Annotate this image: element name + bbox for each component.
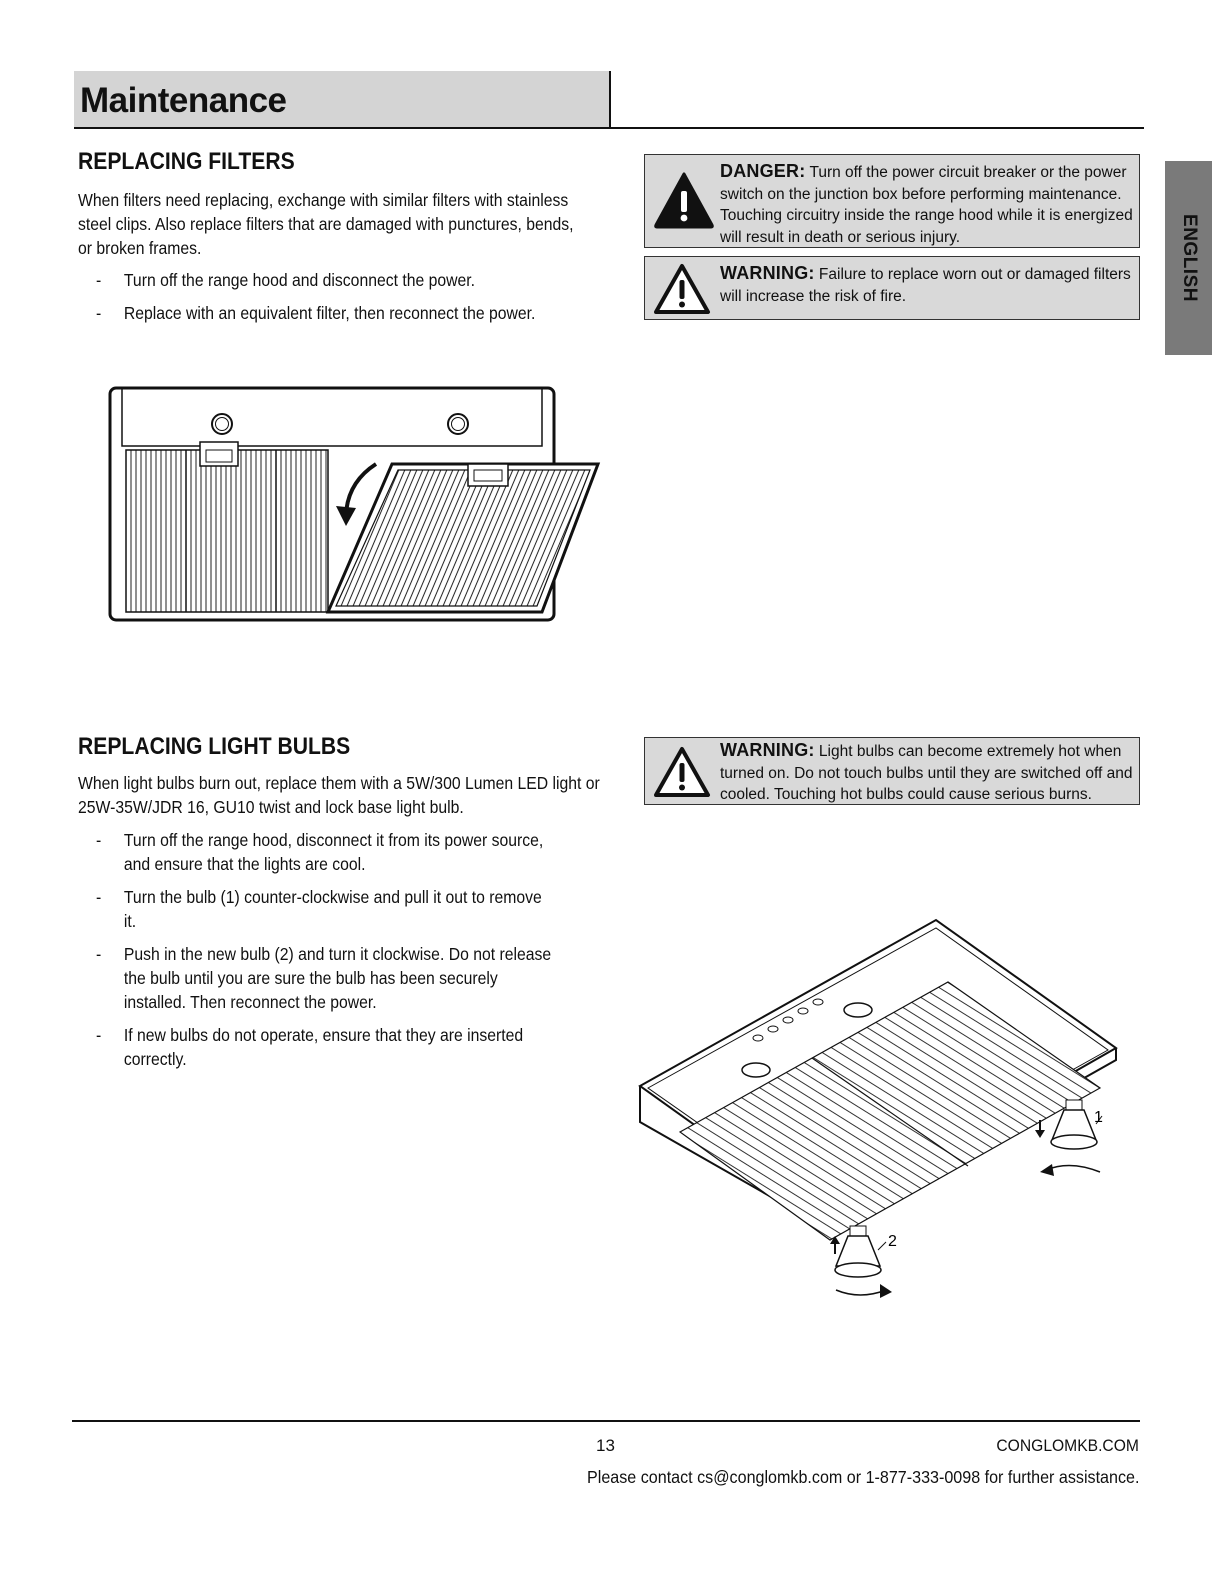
page-title: Maintenance — [80, 81, 287, 120]
warning-bulbs-body: Light bulbs can become extremely hot when turned on. Do not touch bulbs until they are switched off and cooled. Touching hot bulbs could cause serious burns. — [720, 743, 1133, 803]
bulbs-steps — [96, 828, 555, 1080]
warning-bulbs-label: WARNING: — [720, 740, 815, 760]
warning-filters-body: Failure to replace worn out or damaged filters will increase the risk of fire. — [720, 266, 1131, 305]
danger-body: Turn off the power circuit breaker or the power switch on the junction box before performing maintenance. Touching circuitry inside the range hood while it is energized will result in death or serious injury. — [720, 164, 1133, 246]
warning-triangle-icon — [653, 262, 711, 316]
section-header — [74, 71, 1144, 129]
warning-box-bulbs — [644, 737, 1140, 805]
callout-2: 2 — [888, 1233, 897, 1250]
warning-triangle-icon — [653, 745, 711, 799]
bulbs-heading: REPLACING LIGHT BULBS — [78, 733, 351, 760]
filters-intro: When filters need replacing, exchange with similar filters with stainless steel clips. Also replace filters that are damaged with punctures, bends, or broken frames. — [78, 190, 574, 258]
bulbs-intro: When light bulbs burn out, replace them with a 5W/300 Lumen LED light or 25W-35W/JDR 16, GU10 twist and lock base light bulb. — [78, 773, 600, 817]
language-tab — [1165, 161, 1212, 355]
list-item: - Push in the new bulb (2) and turn it clockwise. Do not release the bulb until you are sure the bulb has been securely installed. Then reconnect the power. — [96, 944, 552, 1012]
bulbs-step-text: If new bulbs do not operate, ensure that they are inserted correctly. — [123, 1025, 524, 1069]
bulb-replacement-illustration — [630, 910, 1150, 1310]
danger-triangle-icon — [653, 171, 715, 229]
filters-step-text: Turn off the range hood and disconnect the power. — [123, 270, 476, 290]
footer-site[interactable]: CONGLOMKB.COM — [996, 1436, 1139, 1455]
filters-steps — [96, 268, 600, 334]
list-item: - Turn off the range hood and disconnect the power. — [96, 270, 476, 290]
warning-bulbs-text — [720, 740, 1135, 806]
bulbs-step-text: Push in the new bulb (2) and turn it clockwise. Do not release the bulb until you are sure the bulb has been securely installed. Then reconnect the power. — [123, 944, 552, 1012]
warning-filters-text — [720, 263, 1135, 307]
filter-replacement-illustration — [100, 380, 610, 630]
list-item: - Replace with an equivalent filter, then reconnect the power. — [96, 303, 536, 323]
danger-text — [720, 161, 1135, 248]
filters-step-text: Replace with an equivalent filter, then reconnect the power. — [123, 303, 536, 323]
footer-rule — [72, 1420, 1140, 1422]
bulbs-step-text: Turn off the range hood, disconnect it from its power source, and ensure that the lights are cool. — [123, 830, 544, 874]
list-item: - Turn the bulb (1) counter-clockwise and pull it out to remove it. — [96, 887, 542, 931]
section-header-bar — [74, 71, 611, 127]
warning-filters-label: WARNING: — [720, 263, 815, 283]
warning-box-filters — [644, 256, 1140, 320]
list-item: - If new bulbs do not operate, ensure that they are inserted correctly. — [96, 1025, 524, 1069]
bulb-2-icon — [830, 1226, 892, 1298]
danger-box — [644, 154, 1140, 248]
callout-1: 1 — [1094, 1109, 1103, 1126]
filters-heading: REPLACING FILTERS — [78, 148, 295, 175]
danger-label: DANGER: — [720, 161, 806, 181]
footer-contact: Please contact cs@conglomkb.com or 1-877-333-0098 for further assistance. — [586, 1467, 1139, 1487]
page-number: 13 — [596, 1436, 615, 1455]
language-tab-label: ENGLISH — [1178, 214, 1200, 302]
list-item: - Turn off the range hood, disconnect it from its power source, and ensure that the lights are cool. — [96, 830, 544, 874]
bulbs-step-text: Turn the bulb (1) counter-clockwise and pull it out to remove it. — [123, 887, 542, 931]
